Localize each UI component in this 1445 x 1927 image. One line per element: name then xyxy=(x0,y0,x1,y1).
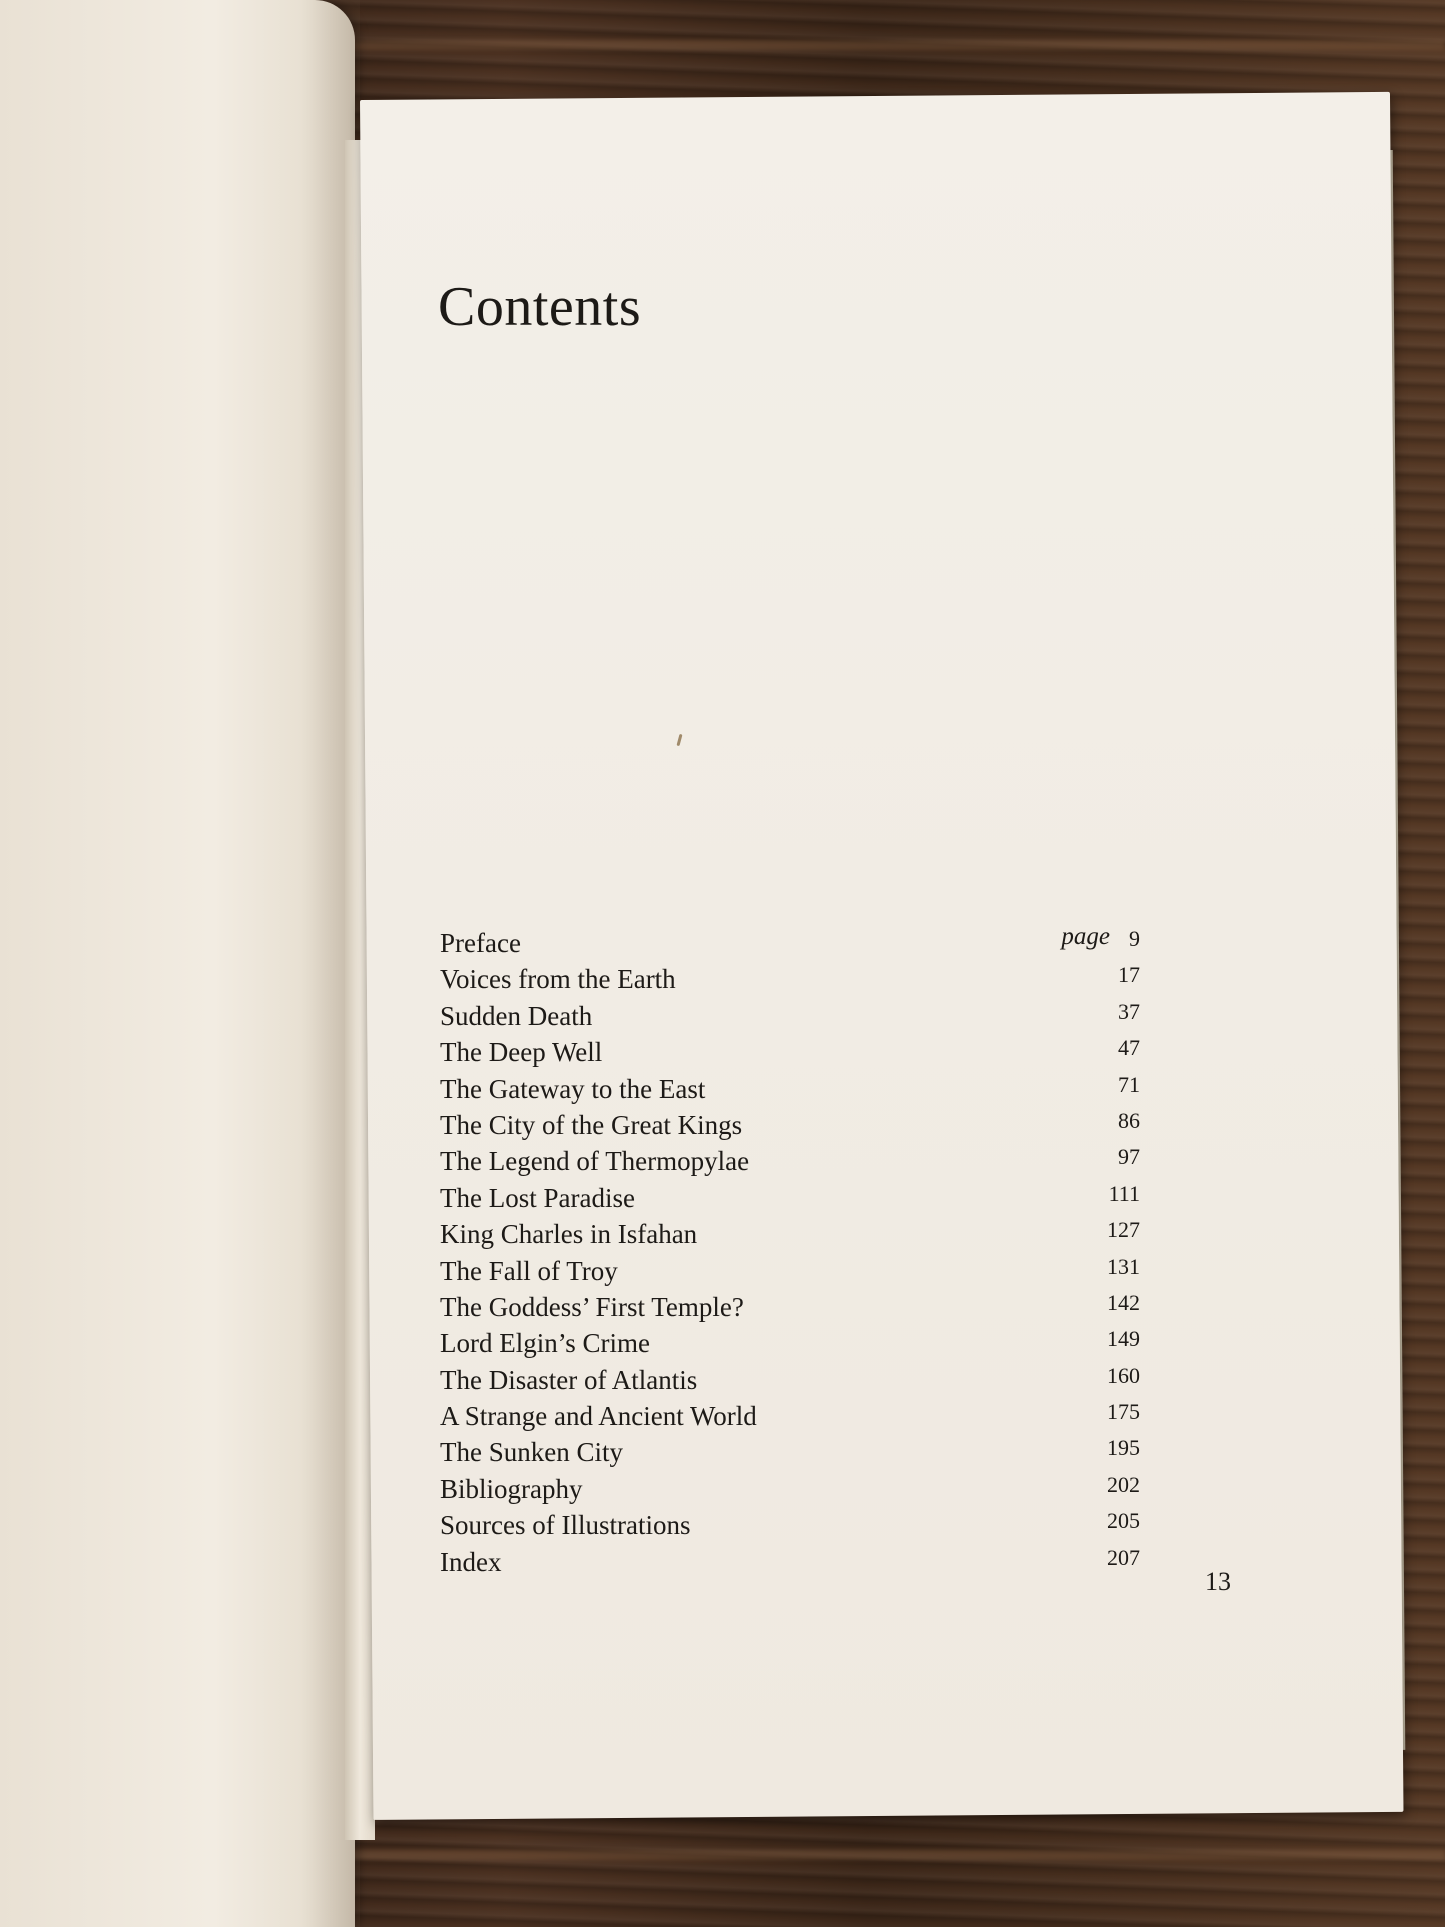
toc-entry xyxy=(440,1325,1160,1361)
toc-entry-title: The Fall of Troy xyxy=(440,1255,618,1286)
toc-entry-page: 142 xyxy=(1107,1289,1140,1315)
toc-entry-page: 131 xyxy=(1107,1253,1140,1279)
toc-entry-title: The Gateway to the East xyxy=(440,1073,706,1104)
toc-entry xyxy=(440,1216,1160,1252)
toc-entry-title: The Legend of Thermopylae xyxy=(440,1146,750,1177)
toc-entry xyxy=(440,1434,1160,1470)
page-title: Contents xyxy=(438,276,642,338)
toc-entry-page: 47 xyxy=(1118,1035,1140,1061)
toc-entry-title: The City of the Great Kings xyxy=(440,1109,743,1140)
toc-entry-page: 149 xyxy=(1107,1326,1140,1352)
toc-entry-title: King Charles in Isfahan xyxy=(440,1219,698,1250)
toc-entry-title: Voices from the Earth xyxy=(440,964,676,995)
toc-entry-title: The Lost Paradise xyxy=(440,1182,635,1213)
toc-entry-page: 9 xyxy=(1129,926,1140,951)
toc-entry xyxy=(440,1071,1160,1107)
toc-entry xyxy=(440,1180,1160,1216)
toc-entry xyxy=(440,1289,1160,1325)
toc-entry-page: 97 xyxy=(1118,1144,1140,1170)
toc-entry xyxy=(440,1398,1160,1434)
page-number: 13 xyxy=(1205,1567,1231,1596)
table-of-contents xyxy=(440,925,1160,1580)
toc-entry-page: 207 xyxy=(1107,1544,1140,1570)
toc-entry-title: The Disaster of Atlantis xyxy=(440,1364,698,1395)
toc-entry-title: The Sunken City xyxy=(440,1437,623,1468)
toc-entry-title: Sudden Death xyxy=(440,1000,593,1031)
toc-entry xyxy=(440,1544,1160,1580)
toc-entry xyxy=(440,1471,1160,1507)
toc-entry-page: 111 xyxy=(1108,1180,1140,1206)
toc-entry-page: 127 xyxy=(1107,1217,1140,1243)
toc-entry-page: 175 xyxy=(1107,1399,1140,1425)
toc-entry xyxy=(440,1143,1160,1179)
toc-entry xyxy=(440,925,1160,961)
toc-entry xyxy=(440,1034,1160,1070)
toc-entry xyxy=(440,998,1160,1034)
toc-entry-title: The Deep Well xyxy=(440,1037,603,1068)
toc-entry-page: 160 xyxy=(1107,1362,1140,1388)
toc-entry-title: Preface xyxy=(440,928,521,958)
toc-entry-title: A Strange and Ancient World xyxy=(440,1401,757,1432)
toc-entry xyxy=(440,1107,1160,1143)
toc-entry-page: 37 xyxy=(1118,998,1140,1024)
toc-entry xyxy=(440,961,1160,997)
toc-entry xyxy=(440,1362,1160,1398)
toc-entry-page: 195 xyxy=(1107,1435,1140,1461)
toc-entry-title: The Goddess’ First Temple? xyxy=(440,1291,744,1322)
toc-entry-page: 205 xyxy=(1107,1508,1140,1534)
toc-entry-page: 71 xyxy=(1118,1071,1140,1097)
page-label: page xyxy=(1061,923,1110,950)
toc-entry-page: 86 xyxy=(1118,1107,1140,1133)
toc-entry-title: Bibliography xyxy=(440,1473,583,1504)
toc-entry xyxy=(440,1253,1160,1289)
toc-entry xyxy=(440,1507,1160,1543)
toc-entry-page: 202 xyxy=(1107,1471,1140,1497)
toc-entry-title: Lord Elgin’s Crime xyxy=(440,1328,650,1359)
toc-entry-title: Sources of Illustrations xyxy=(440,1510,691,1541)
toc-entry-title: Index xyxy=(440,1546,502,1577)
toc-entry-page: 17 xyxy=(1118,962,1140,988)
